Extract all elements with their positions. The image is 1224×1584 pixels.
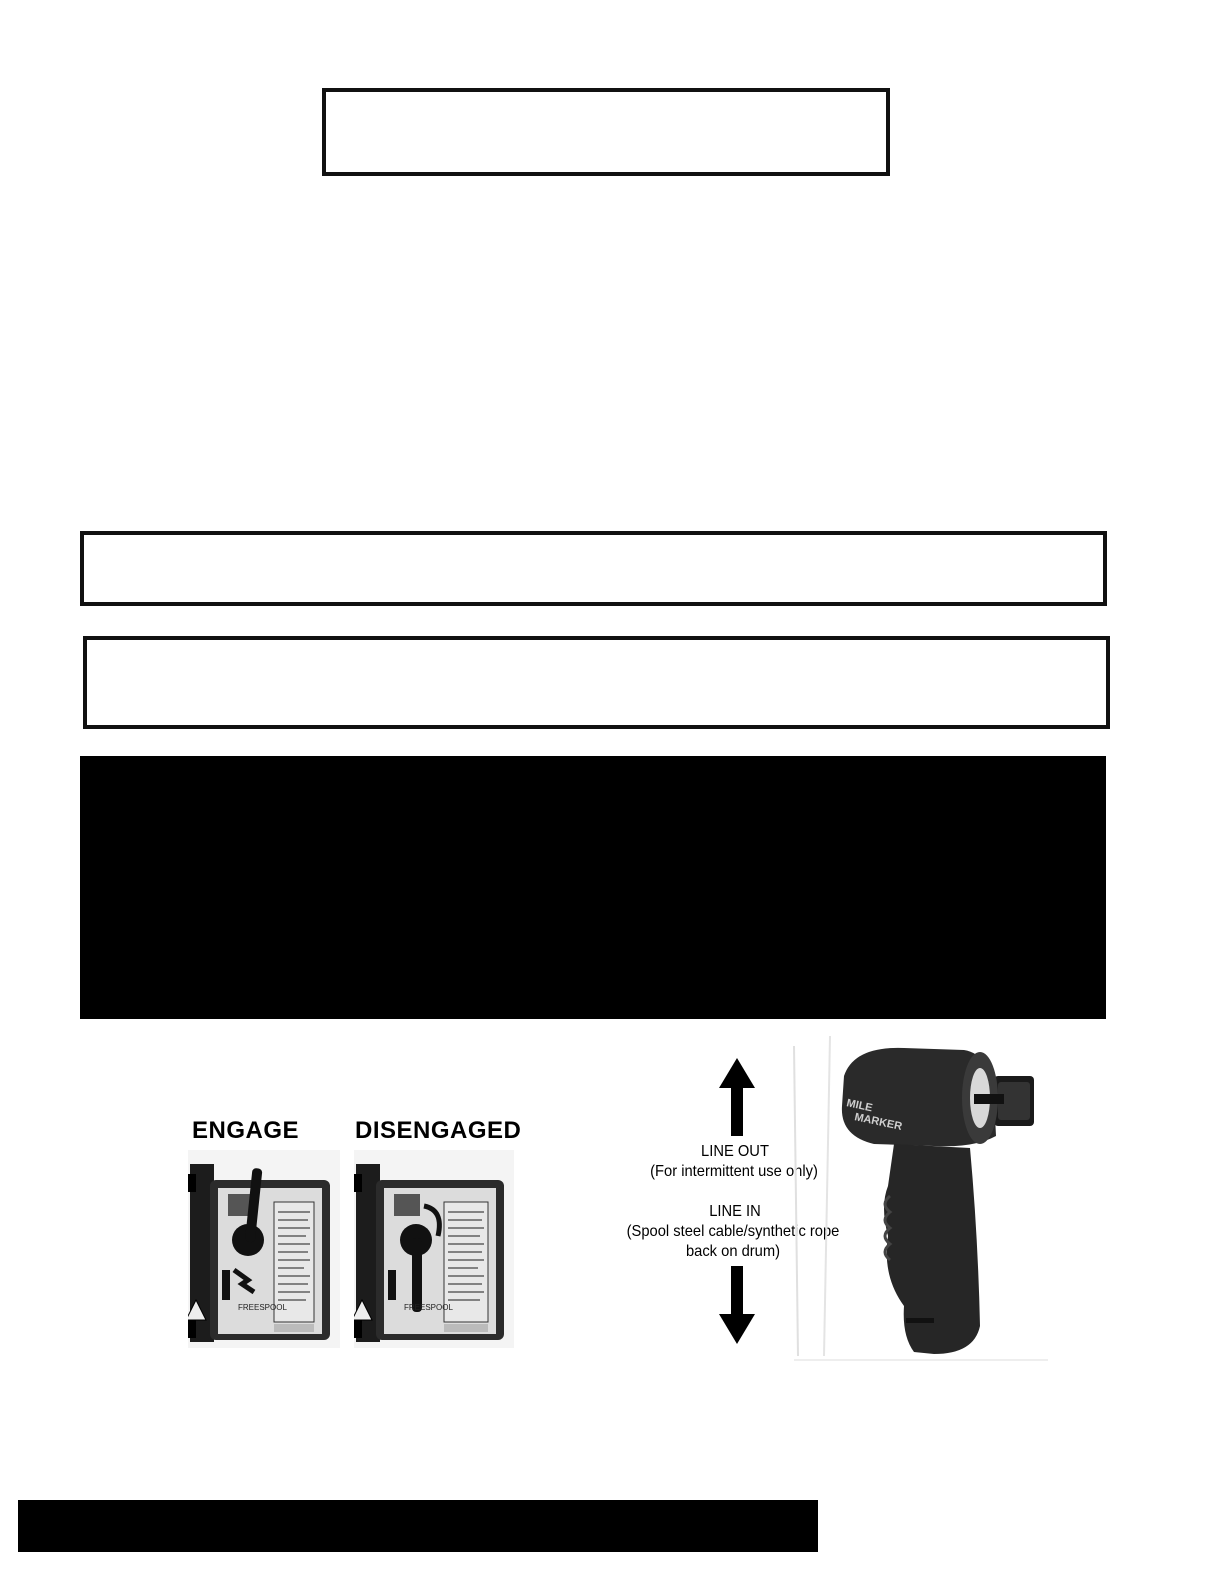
line-out-title: LINE OUT (701, 1143, 769, 1160)
freespool-text: FREESPOOL (238, 1303, 287, 1312)
arrow-down-icon (718, 1266, 756, 1344)
line-in-note: (Spool steel cable/synthetic rope back on drum) (626, 1223, 840, 1260)
footer-bar (18, 1500, 818, 1552)
arrow-up-icon (718, 1058, 756, 1136)
clutch-engaged-image (188, 1150, 340, 1348)
note-box-1 (80, 531, 1107, 606)
disengaged-label: DISENGAGED (355, 1117, 522, 1144)
note-box-2 (83, 636, 1110, 729)
line-out-note: (For intermittent use only) (650, 1163, 818, 1180)
freespool-text-2: FREESPOOL (404, 1303, 453, 1312)
remote-control-image (784, 1036, 1056, 1364)
warning-panel (80, 756, 1106, 1019)
brand-mile-text: MILE (845, 1097, 874, 1115)
clutch-disengaged-image (354, 1150, 514, 1348)
line-in-title: LINE IN (709, 1203, 761, 1220)
engage-label: ENGAGE (192, 1117, 300, 1144)
title-box (322, 88, 890, 176)
brand-marker-text: MARKER (853, 1111, 904, 1133)
